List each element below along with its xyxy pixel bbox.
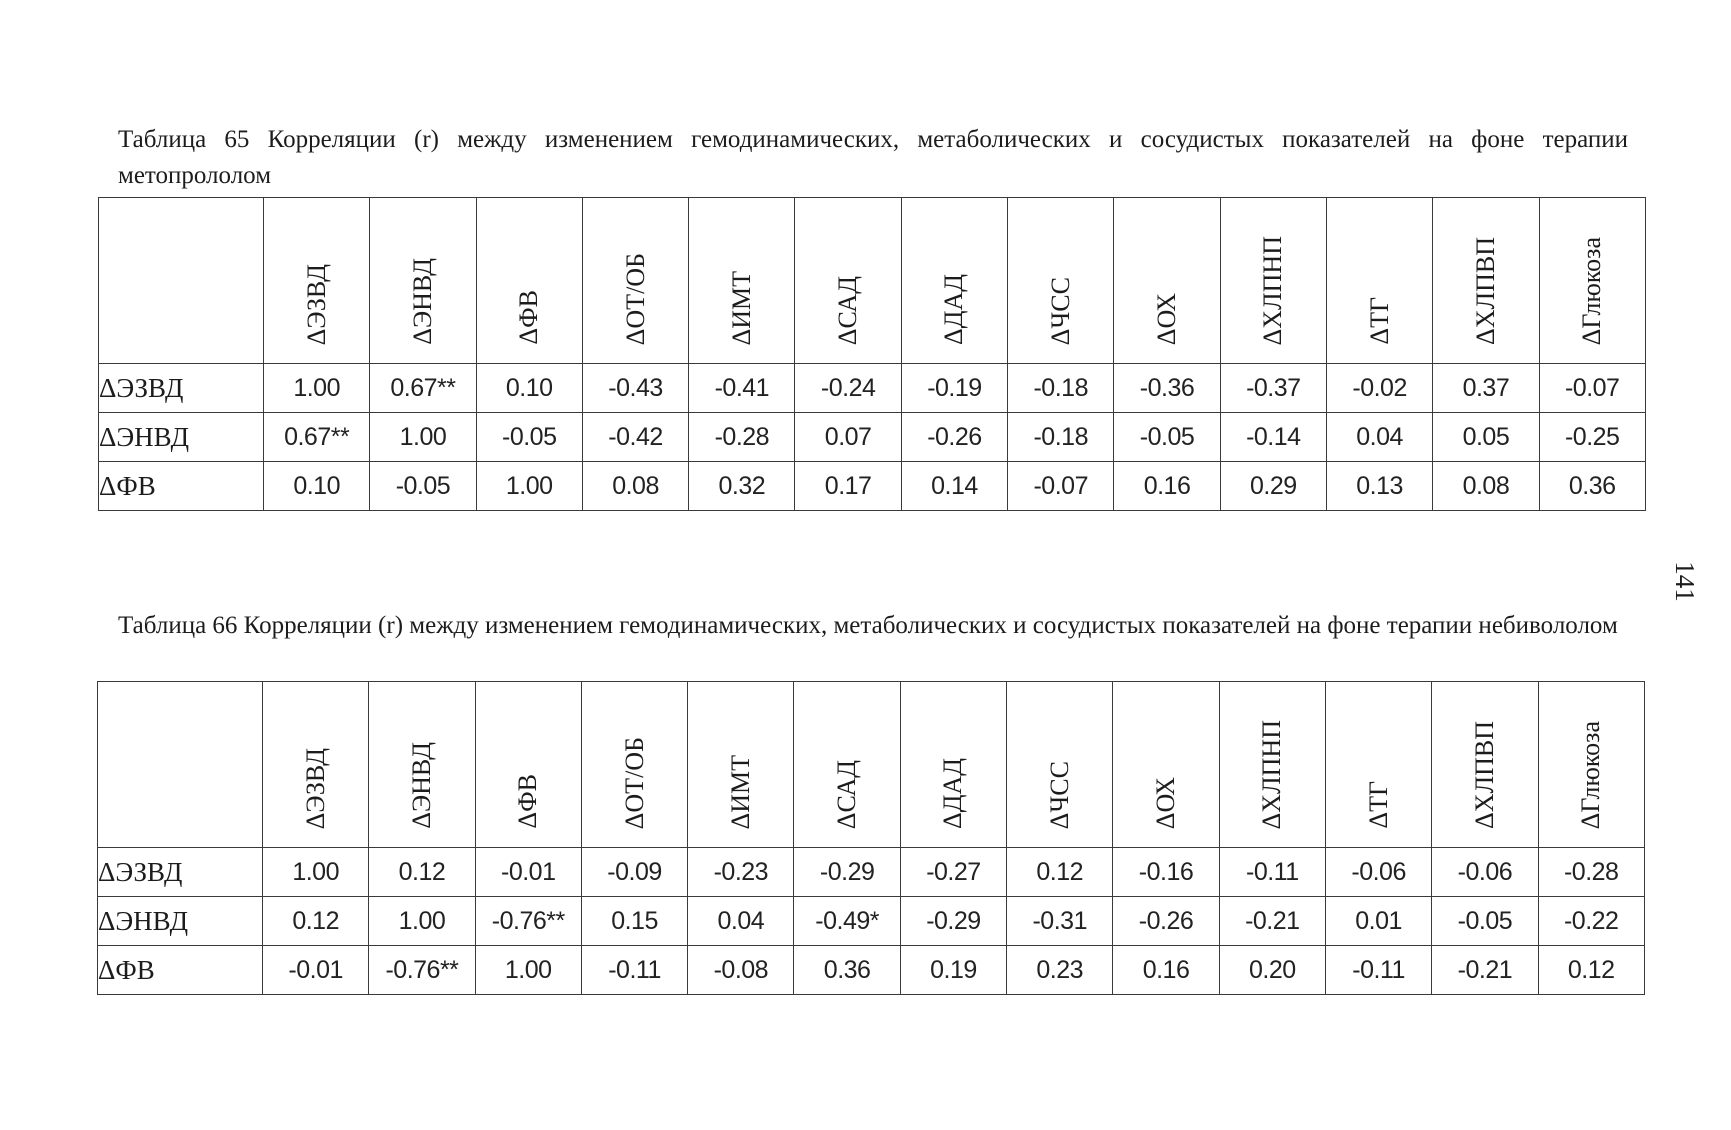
table-cell: -0.18 <box>1008 364 1114 413</box>
column-header <box>689 198 795 364</box>
column-header-label: ΔЭНВД <box>407 258 437 345</box>
column-header <box>794 682 900 848</box>
table-cell: -0.41 <box>689 364 795 413</box>
table-header-row <box>98 682 1645 848</box>
column-header-label: ΔХЛПНП <box>1258 235 1288 345</box>
table-65-caption: Таблица 65 Корреляции (r) между изменением гемодинамических, метаболических и сосудистых показателей на фоне терапии метопрололом <box>118 126 1628 189</box>
table-cell: -0.42 <box>582 413 688 462</box>
column-header <box>1113 682 1219 848</box>
table-cell: -0.06 <box>1325 848 1431 897</box>
table-cell: -0.18 <box>1008 413 1114 462</box>
table-cell: -0.08 <box>688 946 794 995</box>
column-header <box>900 682 1006 848</box>
column-header-label: ΔОТ/ОБ <box>619 736 649 829</box>
table-cell: 0.01 <box>1325 897 1431 946</box>
column-header-label: ΔЭНВД <box>406 742 436 829</box>
table-cell: 0.32 <box>689 462 795 511</box>
row-label: ΔЭНВД <box>99 413 264 462</box>
column-header <box>1114 198 1220 364</box>
table-cell: -0.76** <box>369 946 475 995</box>
table-cell: 0.67** <box>370 364 476 413</box>
column-header-label: ΔХЛПВП <box>1470 236 1500 345</box>
table-cell: -0.05 <box>370 462 476 511</box>
column-header-label: ΔТГ <box>1364 297 1394 345</box>
table-cell: 0.37 <box>1433 364 1539 413</box>
table-cell: -0.36 <box>1114 364 1220 413</box>
table-cell: -0.07 <box>1539 364 1645 413</box>
table-cell: -0.21 <box>1432 946 1538 995</box>
table-cell: -0.29 <box>900 897 1006 946</box>
table-cell: 0.29 <box>1220 462 1326 511</box>
page-number: 141 <box>1669 561 1700 602</box>
column-header <box>688 682 794 848</box>
column-header-label: ΔИМТ <box>725 754 755 829</box>
table-cell: -0.16 <box>1113 848 1219 897</box>
table-cell: 1.00 <box>263 848 369 897</box>
column-header-label: ΔОТ/ОБ <box>620 252 650 345</box>
table-cell: -0.23 <box>688 848 794 897</box>
column-header-label: ΔХЛПНП <box>1257 719 1287 829</box>
column-header-label: ΔДАД <box>939 274 969 345</box>
table-cell: 0.08 <box>1433 462 1539 511</box>
column-header-label: ΔОХ <box>1151 776 1181 829</box>
column-header <box>1325 682 1431 848</box>
table-cell: -0.27 <box>900 848 1006 897</box>
table-cell: 1.00 <box>475 946 581 995</box>
table-cell: -0.22 <box>1538 897 1644 946</box>
table-cell: 0.23 <box>1007 946 1113 995</box>
table-cell: -0.29 <box>794 848 900 897</box>
table-cell: 0.12 <box>263 897 369 946</box>
row-label: ΔФВ <box>98 946 263 995</box>
column-header <box>370 198 476 364</box>
column-header-label: ΔОХ <box>1152 292 1182 345</box>
table-cell: -0.26 <box>1113 897 1219 946</box>
table-cell: -0.01 <box>475 848 581 897</box>
table-cell: 0.05 <box>1433 413 1539 462</box>
table-cell: -0.01 <box>263 946 369 995</box>
table-cell: 0.20 <box>1219 946 1325 995</box>
table-cell: -0.02 <box>1326 364 1432 413</box>
table-cell: 0.36 <box>794 946 900 995</box>
row-label: ΔЭЗВД <box>98 848 263 897</box>
column-header-label: ΔЭЗВД <box>301 263 331 345</box>
column-header-label: ΔХЛПВП <box>1469 720 1499 829</box>
column-header <box>263 682 369 848</box>
column-header <box>1220 198 1326 364</box>
column-header-label: ΔИМТ <box>726 270 756 345</box>
column-header-label: ΔФВ <box>514 290 544 345</box>
column-header <box>1326 198 1432 364</box>
table-cell: -0.76** <box>475 897 581 946</box>
table-cell: -0.11 <box>1325 946 1431 995</box>
table-cell: -0.28 <box>1538 848 1644 897</box>
table-cell: -0.21 <box>1219 897 1325 946</box>
corner-cell <box>99 198 264 364</box>
table-cell: 1.00 <box>476 462 582 511</box>
table-cell: 0.12 <box>369 848 475 897</box>
correlation-table-65 <box>98 197 1646 511</box>
table-cell: 0.04 <box>688 897 794 946</box>
table-cell: 0.08 <box>582 462 688 511</box>
table-cell: -0.06 <box>1432 848 1538 897</box>
table-cell: -0.28 <box>689 413 795 462</box>
column-header <box>581 682 687 848</box>
table-cell: 0.10 <box>476 364 582 413</box>
column-header <box>1007 682 1113 848</box>
table-cell: 0.07 <box>795 413 901 462</box>
table-cell: 0.67** <box>264 413 370 462</box>
table-cell: 0.16 <box>1114 462 1220 511</box>
column-header-label: ΔТГ <box>1363 781 1393 829</box>
column-header-label: ΔЧСС <box>1044 760 1074 829</box>
table-cell: 1.00 <box>264 364 370 413</box>
table-cell: 0.36 <box>1539 462 1645 511</box>
table-cell: 0.17 <box>795 462 901 511</box>
column-header-label: ΔЧСС <box>1045 276 1075 345</box>
table-cell: -0.31 <box>1007 897 1113 946</box>
column-header-label: ΔДАД <box>938 758 968 829</box>
table-cell: 0.04 <box>1326 413 1432 462</box>
row-label: ΔЭЗВД <box>99 364 264 413</box>
column-header-label: ΔФВ <box>513 774 543 829</box>
column-header <box>1538 682 1644 848</box>
table-cell: 0.19 <box>900 946 1006 995</box>
column-header <box>795 198 901 364</box>
column-header <box>264 198 370 364</box>
table-cell: 0.12 <box>1538 946 1644 995</box>
table-cell: -0.19 <box>901 364 1007 413</box>
table-cell: -0.14 <box>1220 413 1326 462</box>
correlation-table-66 <box>97 681 1645 995</box>
table-cell: -0.37 <box>1220 364 1326 413</box>
table-cell: 1.00 <box>369 897 475 946</box>
table-66-caption: Таблица 66 Корреляции (r) между изменением гемодинамических, метаболических и сосудистых показателей на фоне терапии небивололом <box>118 612 1618 639</box>
table-cell: -0.05 <box>1432 897 1538 946</box>
table-row <box>98 848 1645 897</box>
table-cell: -0.49* <box>794 897 900 946</box>
table-row <box>98 946 1645 995</box>
column-header <box>475 682 581 848</box>
table-cell: -0.09 <box>581 848 687 897</box>
table-cell: -0.25 <box>1539 413 1645 462</box>
table-cell: -0.24 <box>795 364 901 413</box>
table-cell: 0.12 <box>1007 848 1113 897</box>
table-cell: 0.10 <box>264 462 370 511</box>
table-row <box>98 897 1645 946</box>
column-header-label: ΔЭЗВД <box>300 747 330 829</box>
column-header-label: ΔГлюкоза <box>1577 236 1607 345</box>
corner-cell <box>98 682 263 848</box>
table-cell: -0.11 <box>581 946 687 995</box>
column-header <box>1432 682 1538 848</box>
column-header <box>369 682 475 848</box>
table-cell: 0.15 <box>581 897 687 946</box>
row-label: ΔЭНВД <box>98 897 263 946</box>
table-cell: -0.11 <box>1219 848 1325 897</box>
table-cell: 0.14 <box>901 462 1007 511</box>
table-cell: -0.26 <box>901 413 1007 462</box>
column-header <box>476 198 582 364</box>
column-header-label: ΔСАД <box>832 759 862 829</box>
table-cell: 0.13 <box>1326 462 1432 511</box>
column-header-label: ΔГлюкоза <box>1576 720 1606 829</box>
table-row <box>99 413 1646 462</box>
table-row <box>99 364 1646 413</box>
column-header-label: ΔСАД <box>833 275 863 345</box>
table-cell: 0.16 <box>1113 946 1219 995</box>
table-cell: -0.05 <box>476 413 582 462</box>
table-cell: -0.43 <box>582 364 688 413</box>
column-header <box>1539 198 1645 364</box>
row-label: ΔФВ <box>99 462 264 511</box>
table-row <box>99 462 1646 511</box>
table-header-row <box>99 198 1646 364</box>
table-cell: 1.00 <box>370 413 476 462</box>
column-header <box>1219 682 1325 848</box>
column-header <box>1008 198 1114 364</box>
column-header <box>582 198 688 364</box>
column-header <box>1433 198 1539 364</box>
table-cell: -0.07 <box>1008 462 1114 511</box>
column-header <box>901 198 1007 364</box>
table-cell: -0.05 <box>1114 413 1220 462</box>
